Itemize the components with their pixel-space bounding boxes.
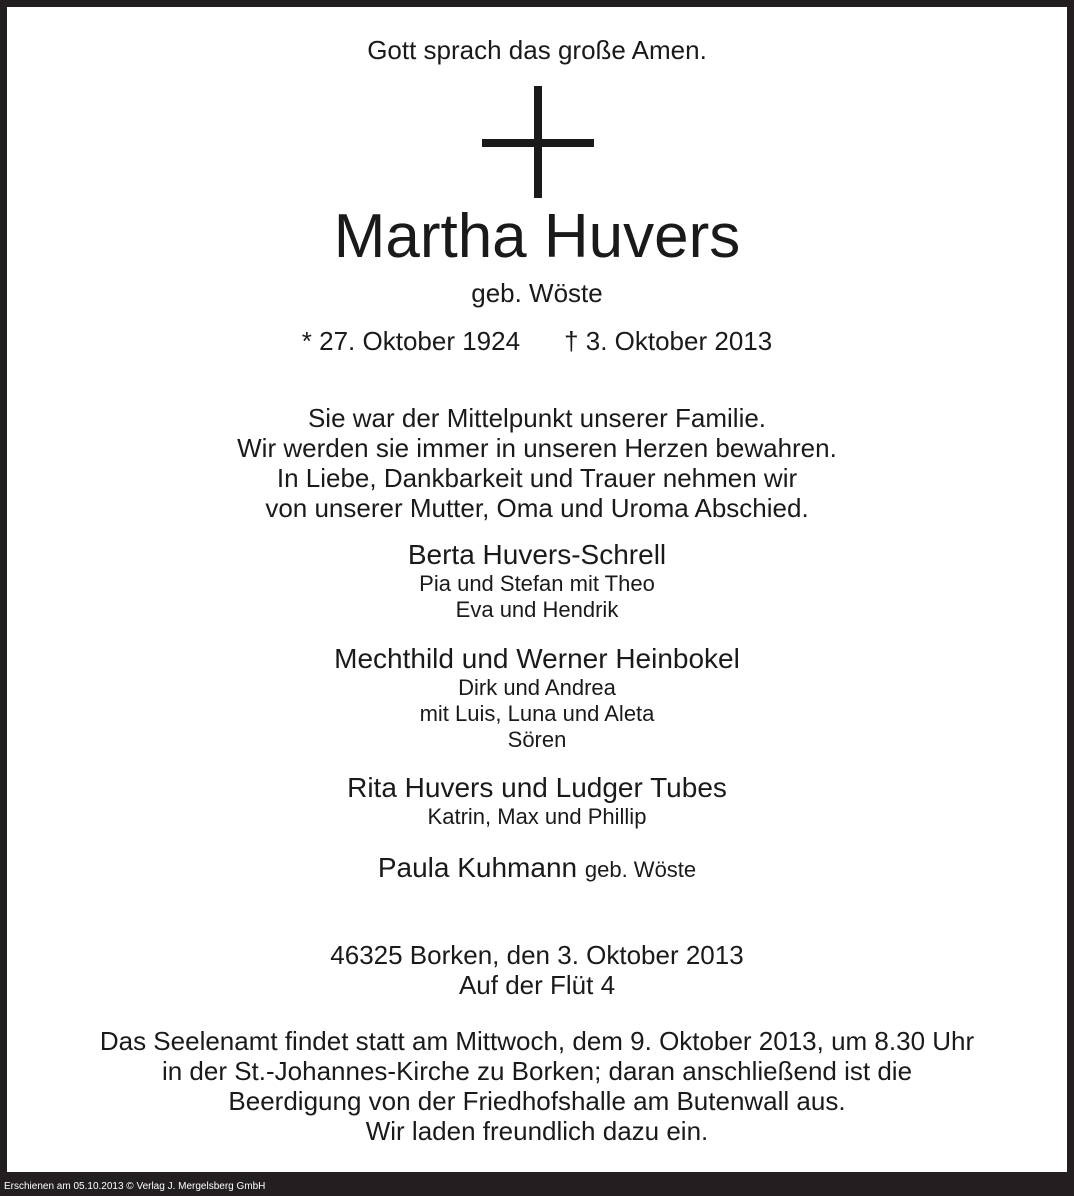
family-member: mit Luis, Luna und Aleta (419, 701, 655, 726)
family-group (0, 852, 1074, 886)
family-head-line (0, 852, 1074, 886)
life-dates (0, 326, 1074, 356)
motto: Gott sprach das große Amen. (367, 35, 707, 65)
family-member: Pia und Stefan mit Theo (419, 571, 655, 596)
service-line: Wir laden freundlich dazu ein. (365, 1116, 709, 1146)
family-head-suffix: geb. Wöste (584, 857, 697, 882)
death-date: † 3. Oktober 2013 (564, 326, 773, 356)
tribute-line: Sie war der Mittelpunkt unserer Familie. (307, 403, 767, 433)
family-head: Rita Huvers und Ludger Tubes (347, 772, 727, 803)
service-line: Das Seelenamt findet statt am Mittwoch, dem 9. Oktober 2013, um 8.30 Uhr (99, 1026, 975, 1056)
tribute-line: Wir werden sie immer in unseren Herzen bewahren. (237, 433, 837, 463)
family-head: Paula Kuhmann (377, 852, 578, 883)
tribute-line: In Liebe, Dankbarkeit und Trauer nehmen wir (276, 463, 798, 493)
family-group (0, 539, 1074, 623)
family-head: Berta Huvers-Schrell (407, 539, 667, 570)
deceased-name: Martha Huvers (333, 202, 741, 271)
service-line: Beerdigung von der Friedhofshalle am Butenwall aus. (228, 1086, 846, 1116)
family-member: Dirk und Andrea (458, 675, 616, 700)
service-details (0, 1026, 1074, 1146)
deceased-maiden-name: geb. Wöste (471, 278, 603, 308)
tribute-text (0, 403, 1074, 523)
address-line: Auf der Flüt 4 (458, 970, 616, 1000)
place-date-line: 46325 Borken, den 3. Oktober 2013 (330, 940, 744, 970)
family-member: Eva und Hendrik (455, 597, 619, 622)
family-group (0, 772, 1074, 830)
publication-note: Erschienen am 05.10.2013 © Verlag J. Mergelsberg GmbH (4, 1181, 266, 1192)
service-line: in der St.-Johannes-Kirche zu Borken; daran anschließend ist die (161, 1056, 913, 1086)
family-member: Katrin, Max und Phillip (427, 804, 647, 829)
family-group (0, 643, 1074, 753)
family-member: Sören (507, 727, 567, 752)
birth-date: * 27. Oktober 1924 (301, 326, 521, 356)
cross-icon (482, 86, 594, 198)
tribute-line: von unserer Mutter, Oma und Uroma Abschied. (265, 493, 809, 523)
family-head: Mechthild und Werner Heinbokel (334, 643, 740, 674)
place-and-address (0, 940, 1074, 1000)
